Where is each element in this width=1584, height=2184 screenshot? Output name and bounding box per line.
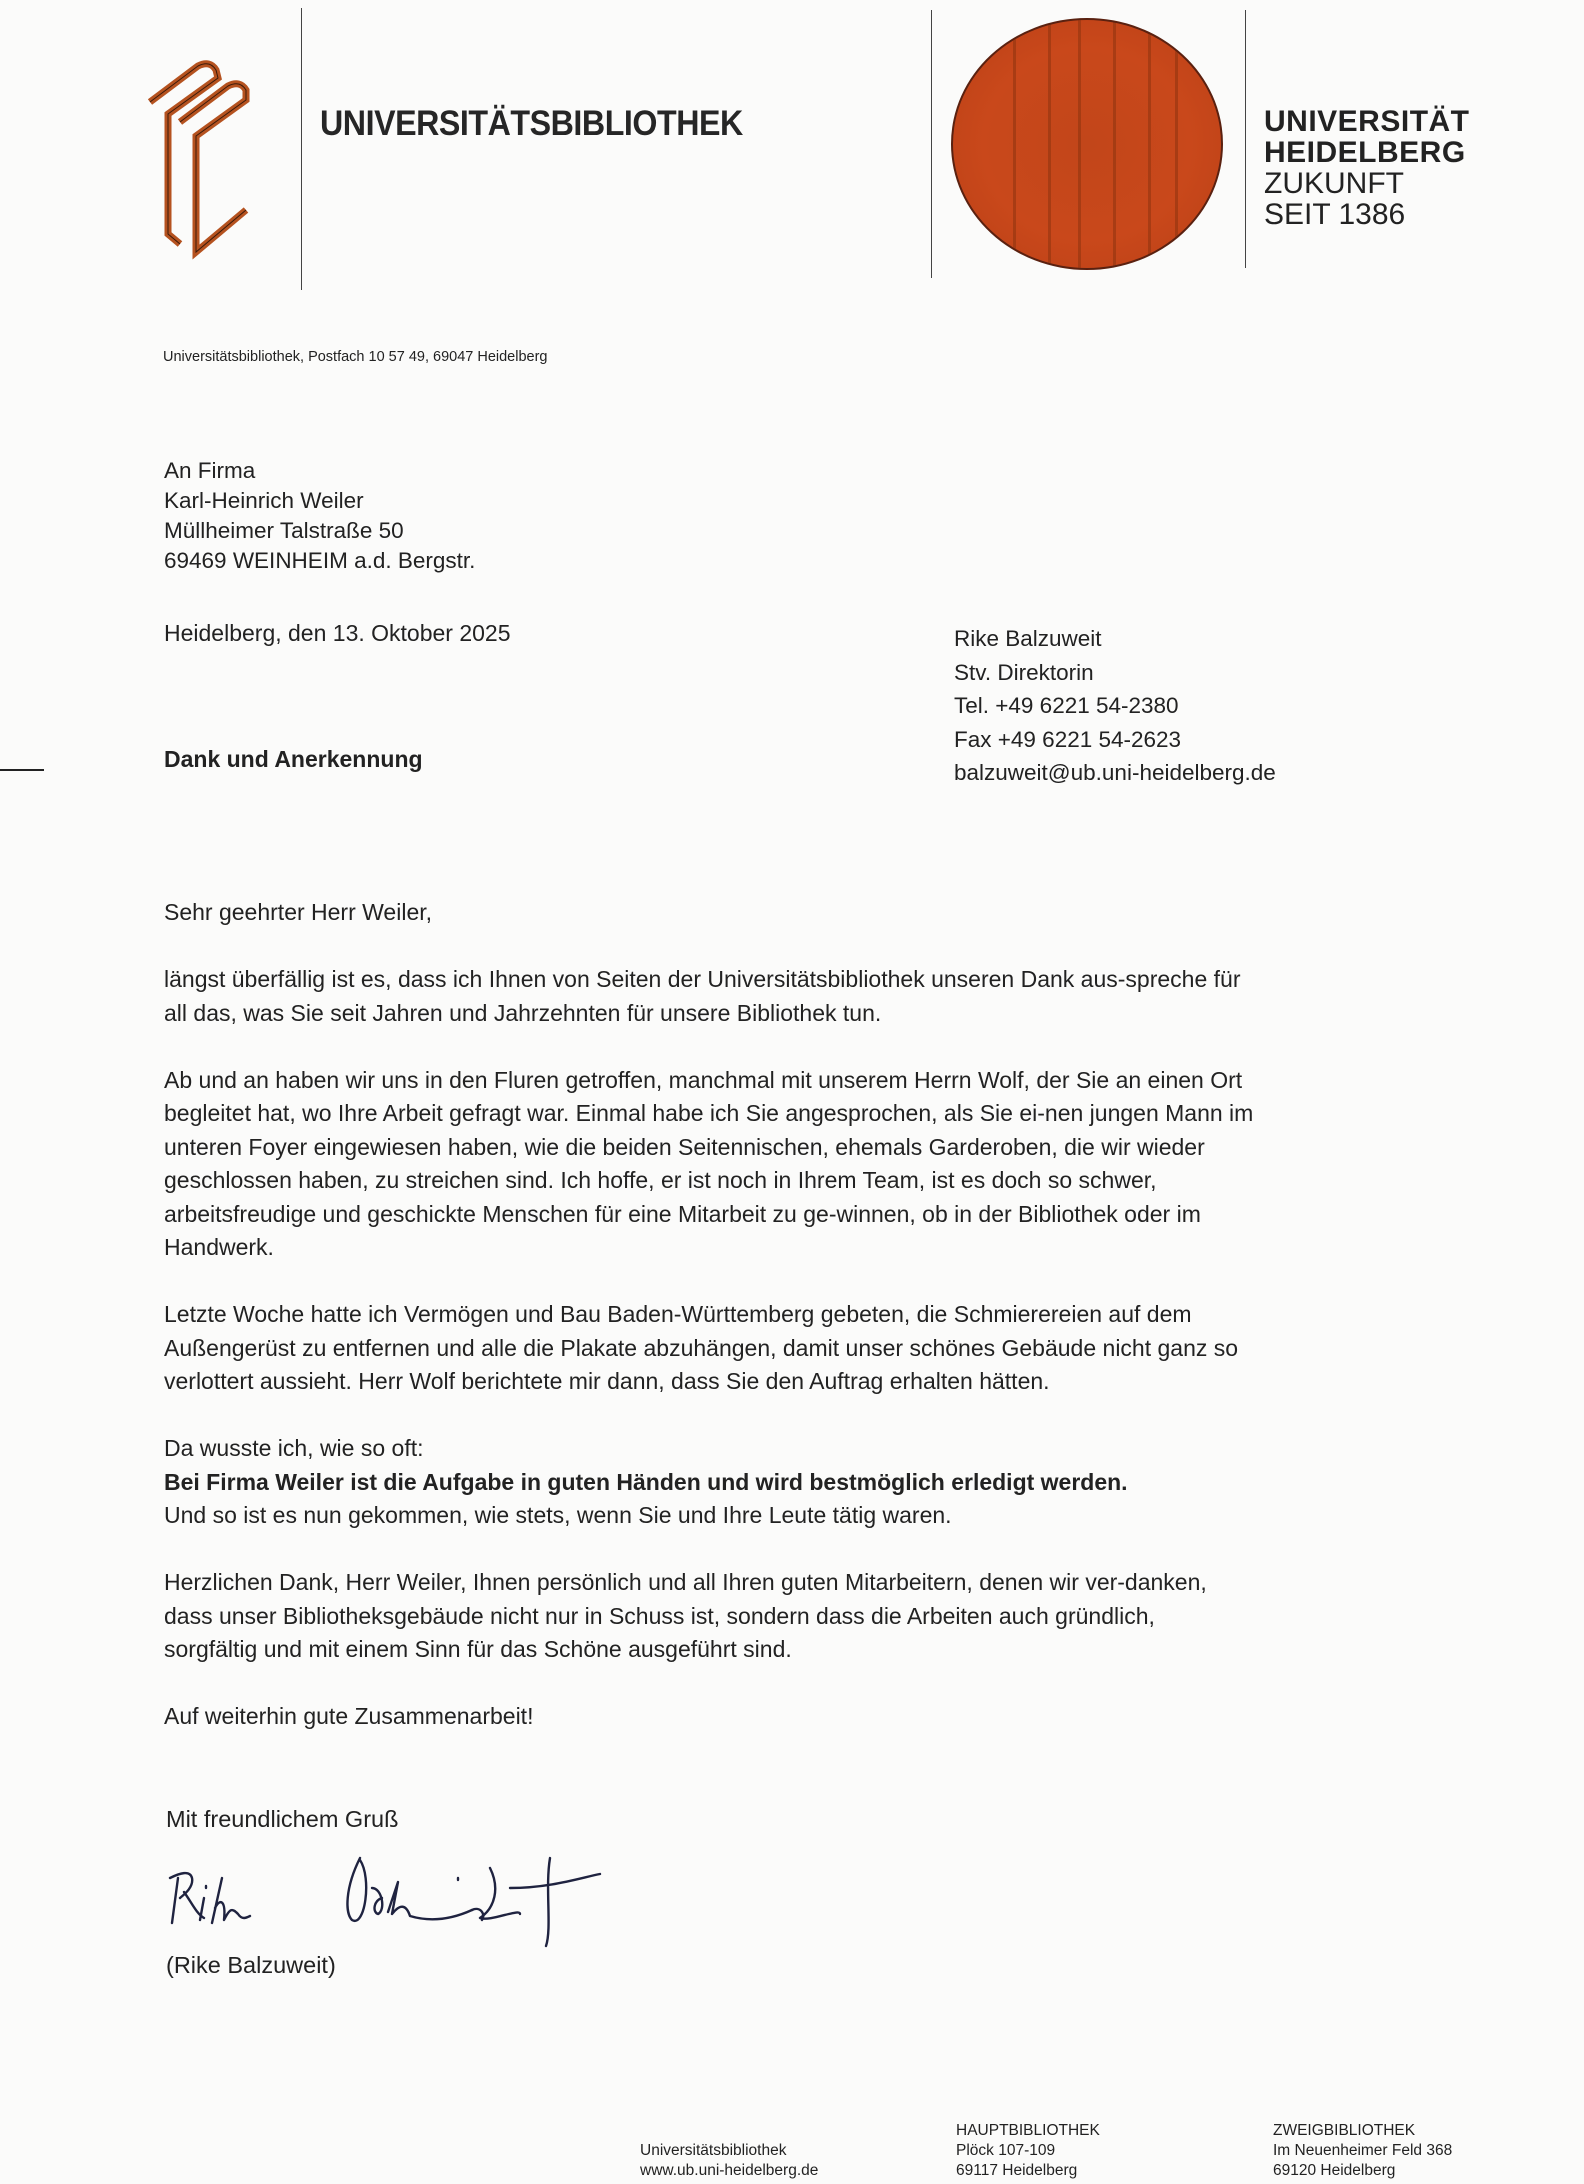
footer-line: 69117 Heidelberg [956, 2162, 1078, 2179]
divider [301, 8, 302, 290]
recipient-line: 69469 WEINHEIM a.d. Bergstr. [164, 548, 476, 573]
recipient-line: An Firma [164, 458, 256, 483]
footer-line: 69120 Heidelberg [1273, 2162, 1396, 2179]
university-line-2: HEIDELBERG [1264, 136, 1466, 169]
recipient-line: Karl-Heinrich Weiler [164, 488, 364, 513]
paragraph: Herzlichen Dank, Herr Weiler, Ihnen persönlich und all Ihren guten Mitarbeitern, denen wir ver-danken, dass unser Bibliotheksgebäude nicht nur in Schuss ist, sondern dass die Arbeiten auch gründlich, sorgfältig und mit einem Sinn für das Schöne ausgeführt sind. [164, 1569, 1207, 1662]
contact-block [954, 622, 1276, 790]
recipient-address [164, 456, 475, 576]
university-seal-icon [951, 18, 1223, 270]
footer-library [640, 2141, 818, 2181]
subject-line: Dank und Anerkennung [164, 746, 423, 772]
paragraph: Auf weiterhin gute Zusammenarbeit! [164, 1703, 534, 1729]
tagline-line-2: SEIT 1386 [1264, 198, 1406, 231]
tagline-line-1: ZUKUNFT [1264, 167, 1404, 200]
contact-title: Stv. Direktorin [954, 659, 1094, 685]
divider [1245, 10, 1246, 268]
footer-line: Plöck 107-109 [956, 2142, 1056, 2159]
letter-body [164, 896, 1254, 1767]
salutation: Sehr geehrter Herr Weiler, [164, 899, 433, 925]
footer-line: ZWEIGBIBLIOTHEK [1273, 2122, 1416, 2139]
paragraph-outro: Und so ist es nun gekommen, wie stets, wenn Sie und Ihre Leute tätig waren. [164, 1502, 952, 1528]
contact-tel: Tel. +49 6221 54-2380 [954, 693, 1179, 718]
contact-name: Rike Balzuweit [954, 626, 1102, 651]
sender-return-address: Universitätsbibliothek, Postfach 10 57 49, 69047 Heidelberg [163, 349, 548, 365]
recipient-line: Müllheimer Talstraße 50 [164, 518, 404, 543]
contact-email: balzuweit@ub.uni-heidelberg.de [954, 760, 1276, 785]
footer-line: Universitätsbibliothek [640, 2142, 787, 2159]
university-wordmark [1264, 106, 1470, 230]
letter-date: Heidelberg, den 13. Oktober 2025 [164, 620, 511, 646]
printed-name: (Rike Balzuweit) [166, 1952, 336, 1978]
paragraph-intro: Da wusste ich, wie so oft: [164, 1435, 424, 1461]
paragraph: Ab und an haben wir uns in den Fluren getroffen, manchmal mit unserem Herrn Wolf, der Sie an einen Ort begleitet hat, wo Ihre Arbeit gefragt war. Einmal habe ich Sie angesprochen, als Sie ei-nen jungen Mann im unteren Foyer eingewiesen haben, wie die beiden Seitennischen, ehemals Garderoben, die wir wieder geschlossen haben, zu streichen sind. Ich hoffe, er ist noch in Ihrem Team, ist es doch so schwer, arbeitsfreudige und geschickte Menschen für eine Mitarbeit zu ge-winnen, ob in der Bibliothek oder im Handwerk. [164, 1066, 1254, 1260]
closing-greeting: Mit freundlichem Gruß [166, 1806, 399, 1832]
footer-line: HAUPTBIBLIOTHEK [956, 2122, 1100, 2139]
footer-branch-library [1273, 2121, 1452, 2181]
ub-book-logo-icon [140, 56, 290, 266]
paragraph-emphasis: Bei Firma Weiler ist die Aufgabe in guten Händen und wird bestmöglich erledigt werden. [164, 1468, 1128, 1495]
fold-mark [0, 769, 44, 771]
library-name: UNIVERSITÄTSBIBLIOTHEK [320, 104, 743, 143]
paragraph: Letzte Woche hatte ich Vermögen und Bau Baden-Württemberg gebeten, die Schmierereien auf dem Außengerüst zu entfernen und alle die Plakate abzuhängen, damit unser schönes Gebäude nicht ganz so verlottert aussieht. Herr Wolf berichtete mir dann, dass Sie den Auftrag erhalten hätten. [164, 1301, 1239, 1394]
contact-fax: Fax +49 6221 54-2623 [954, 726, 1182, 752]
footer-line: Im Neuenheimer Feld 368 [1273, 2142, 1453, 2159]
paragraph: längst überfällig ist es, dass ich Ihnen von Seiten der Universitätsbibliothek unseren Dank aus-spreche für all das, was Sie seit Jahren und Jahrzehnten für unsere Bibliothek tun. [164, 966, 1241, 1026]
university-line-1: UNIVERSITÄT [1264, 105, 1470, 138]
handwritten-signature [160, 1848, 660, 1948]
footer-website-link[interactable]: www.ub.uni-heidelberg.de [640, 2162, 819, 2179]
footer-main-library [956, 2121, 1100, 2181]
divider [931, 10, 932, 278]
